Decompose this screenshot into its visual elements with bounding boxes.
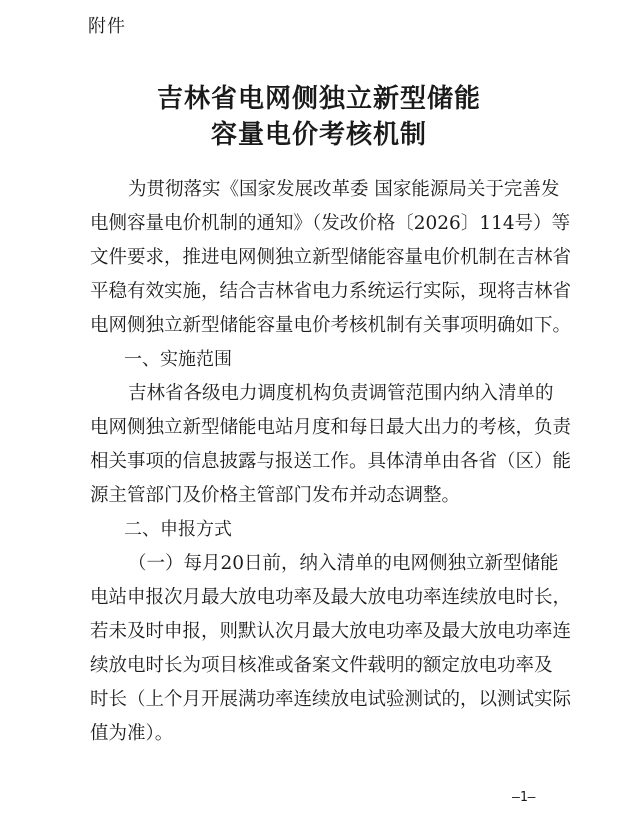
document-title-line-2: 容量电价考核机制 [210, 120, 427, 150]
section-1-line-3: 相关事项的信息披露与报送工作。具体清单由各省（区）能 [90, 451, 572, 472]
intro-line-4: 平稳有效实施，结合吉林省电力系统运行实际，现将吉林省 [90, 281, 572, 302]
section-1-line-1: 吉林省各级电力调度机构负责调管范围内纳入清单的 [128, 383, 554, 404]
intro-line-3: 文件要求，推进电网侧独立新型储能容量电价机制在吉林省 [90, 247, 572, 268]
section-2-line-4: 续放电时长为项目核准或备案文件载明的额定放电功率及 [90, 655, 553, 676]
page-number: —1— [512, 790, 536, 805]
section-2-heading: 二、申报方式 [124, 519, 232, 540]
document-title-line-1: 吉林省电网侧独立新型储能 [156, 84, 481, 114]
section-2-line-6: 值为准）。 [90, 723, 174, 744]
intro-line-1: 为贯彻落实《国家发展改革委 国家能源局关于完善发 [128, 179, 560, 200]
section-2-line-2: 电站申报次月最大放电功率及最大放电功率连续放电时长， [90, 587, 572, 608]
section-2-line-1: （一）每月20日前，纳入清单的电网侧独立新型储能 [128, 553, 559, 574]
intro-line-5: 电网侧独立新型储能容量电价考核机制有关事项明确如下。 [90, 315, 572, 336]
section-1-heading: 一、实施范围 [124, 349, 232, 370]
intro-line-2: 电侧容量电价机制的通知》（发改价格〔2026〕114号）等 [90, 213, 571, 234]
attachment-label: 附件 [88, 16, 126, 37]
section-2-line-3: 若未及时申报，则默认次月最大放电功率及最大放电功率连 [90, 621, 572, 642]
section-2-line-5: 时长（上个月开展满功率连续放电试验测试的，以测试实际 [90, 689, 572, 710]
section-1-line-4: 源主管部门及价格主管部门发布并动态调整。 [90, 485, 461, 506]
section-1-line-2: 电网侧独立新型储能电站月度和每日最大出力的考核，负责 [90, 417, 572, 438]
